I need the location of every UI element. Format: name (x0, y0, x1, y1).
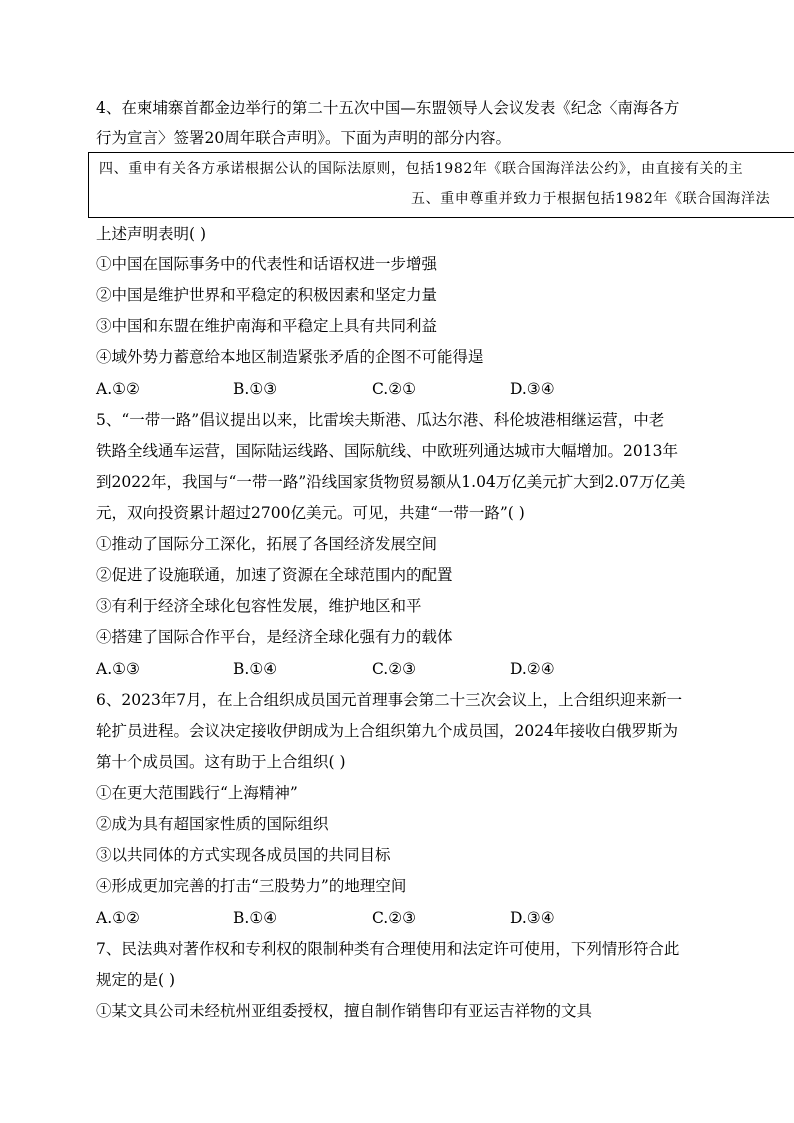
q6-option-d[interactable]: D.③④ (510, 909, 555, 927)
q5-options (96, 659, 616, 679)
q7-stem-line-1: 7、民法典对著作权和专利权的限制种类有合理使用和法定许可使用，下列情形符合此 (96, 940, 680, 958)
q6-item-2: ②成为具有超国家性质的国际组织 (96, 815, 329, 833)
q5-option-a[interactable]: A.①③ (96, 660, 140, 678)
q6-item-4: ④形成更加完善的打击“三股势力”的地理空间 (96, 877, 407, 895)
q5-stem-line-2: 铁路全线通车运营，国际陆运线路、国际航线、中欧班列通达城市大幅增加。2013年 (96, 442, 678, 460)
q5-item-4: ④搭建了国际合作平台，是经济全球化强有力的载体 (96, 628, 453, 646)
q4-item-3: ③中国和东盟在维护南海和平稳定上具有共同利益 (96, 317, 438, 335)
q5-stem-line-4: 元，双向投资累计超过2700亿美元。可见，共建“一带一路”( ) (96, 504, 525, 522)
q6-item-3: ③以共同体的方式实现各成员国的共同目标 (96, 846, 391, 864)
q6-stem-line-1: 6、2023年7月，在上合组织成员国元首理事会第二十三次会议上，上合组织迎来新一 (96, 691, 683, 709)
q6-option-a[interactable]: A.①② (96, 909, 140, 927)
q4-option-b[interactable]: B.①③ (233, 380, 278, 398)
q4-item-2: ②中国是维护世界和平稳定的积极因素和坚定力量 (96, 286, 438, 304)
q7-item-1: ①某文具公司未经杭州亚组委授权，擅自制作销售印有亚运吉祥物的文具 (96, 1002, 593, 1020)
q4-option-d[interactable]: D.③④ (510, 380, 555, 398)
q4-quote-line-2: 五、重申尊重并致力于根据包括1982年《联合国海洋法 (411, 191, 771, 207)
q5-option-d[interactable]: D.②④ (510, 660, 555, 678)
q4-item-1: ①中国在国际事务中的代表性和话语权进一步增强 (96, 255, 438, 273)
q5-item-2: ②促进了设施联通，加速了资源在全球范围内的配置 (96, 566, 453, 584)
q4-prompt: 上述声明表明( ) (96, 225, 207, 243)
q7-stem-line-2: 规定的是( ) (96, 971, 176, 989)
q4-option-c[interactable]: C.②① (372, 380, 417, 398)
q4-stem-line-2: 行为宣言〉签署20周年联合声明》。下面为声明的部分内容。 (96, 129, 511, 147)
q6-options (96, 908, 616, 928)
q5-item-1: ①推动了国际分工深化，拓展了各国经济发展空间 (96, 535, 438, 553)
q6-option-b[interactable]: B.①④ (233, 909, 278, 927)
q6-stem-line-3: 第十个成员国。这有助于上合组织( ) (96, 753, 346, 771)
q4-options (96, 379, 616, 399)
q4-item-4: ④域外势力蓄意给本地区制造紧张矛盾的企图不可能得逞 (96, 348, 484, 366)
q6-stem-line-2: 轮扩员进程。会议决定接收伊朗成为上合组织第九个成员国，2024年接收白俄罗斯为 (96, 722, 678, 740)
q5-stem-line-3: 到2022年，我国与“一带一路”沿线国家货物贸易额从1.04万亿美元扩大到2.07万亿美 (96, 473, 686, 491)
q5-item-3: ③有利于经济全球化包容性发展，维护地区和平 (96, 597, 422, 615)
q4-option-a[interactable]: A.①② (96, 380, 140, 398)
q5-stem-line-1: 5、“一带一路”倡议提出以来，比雷埃夫斯港、瓜达尔港、科伦坡港相继运营，中老 (96, 411, 665, 429)
q4-stem-line-1: 4、在柬埔寨首都金边举行的第二十五次中国—东盟领导人会议发表《纪念〈南海各方 (96, 99, 680, 117)
q5-option-c[interactable]: C.②③ (372, 660, 417, 678)
q6-item-1: ①在更大范围践行“上海精神” (96, 784, 298, 802)
q6-option-c[interactable]: C.②③ (372, 909, 417, 927)
q4-quote-box (88, 152, 794, 218)
q5-option-b[interactable]: B.①④ (233, 660, 278, 678)
q4-quote-line-1: 四、重申有关各方承诺根据公认的国际法原则，包括1982年《联合国海洋法公约》，由直接有关的主 (99, 161, 744, 177)
